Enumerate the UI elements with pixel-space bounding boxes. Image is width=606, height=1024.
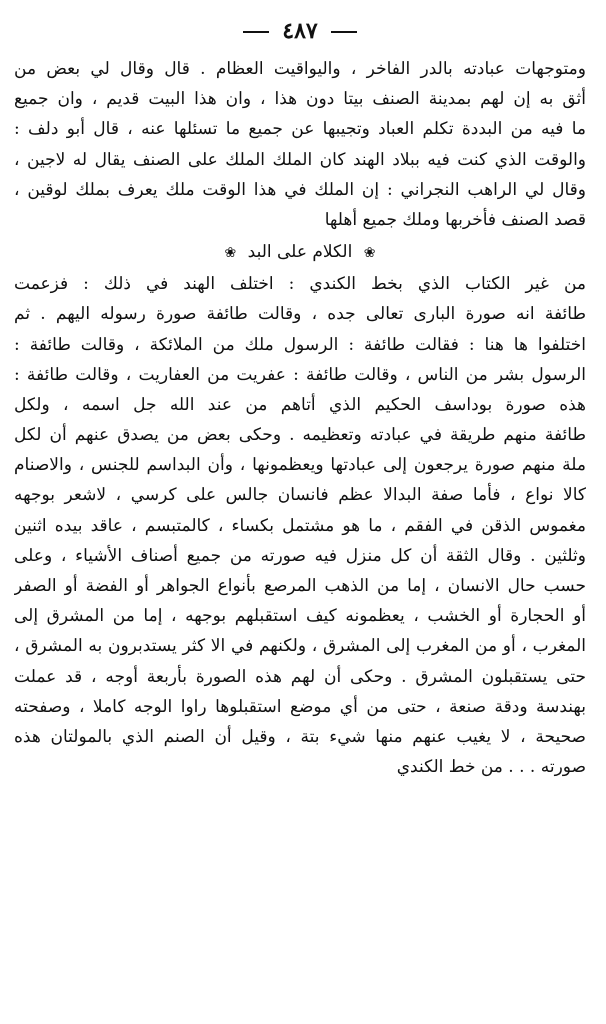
text-line: مغموس الذقن في الفقم ، ما هو مشتمل بكساء ، كالمتبسم ، عاقد بيده اثنين <box>14 515 586 536</box>
text-line: صورته . . . من خط الكندي <box>396 757 586 778</box>
text-line: طائفة انه صورة البارى تعالى جده ، وقالت طائفة صورة رسوله اليهم . ثم <box>14 304 586 325</box>
text-line: حسب حال الانسان ، إما من الذهب المرصع بأنواع الجواهر أو الفضة أو الصفر <box>14 576 586 596</box>
text-line: وثلثين . وقال الثقة أن كل منزل فيه صورته من جميع أصناف الأشياء ، وعلى <box>14 545 586 566</box>
paragraph-1 <box>14 54 586 235</box>
text-line: حتى يستقبلون المشرق . وحكى أن لهم هذه الصورة بأربعة أوجه ، قد عملت <box>14 666 586 687</box>
text-line: صحيحة ، لا يغيب عنهم منها شيء بتة ، وقيل أن الصنم الذي بالمولتان هذه <box>14 726 586 747</box>
text-line: بهندسة ودقة صنعة ، حتى من أي موضع استقبلوها راوا الوجه كاملا ، وصفحته <box>14 696 586 717</box>
text-line: قصد الصنف فأخربها وملك جميع أهلها <box>324 209 586 230</box>
paragraph-2 <box>14 269 586 782</box>
page-number-dash-right <box>331 31 357 33</box>
text-line: وقال لي الراهب النجراني : إن الملك في هذا الوقت ملك يعرف بملك لوقين ، <box>14 179 586 200</box>
text-line: أو الحجارة أو الخشب ، يعظمونه كيف استقبلهم بوجهه ، إما من المشرق إلى <box>14 606 586 627</box>
text-line: المغرب ، أو من المغرب إلى المشرق ، ولكنهم في الا كثر يستدبرون به المشرق ، <box>14 636 586 657</box>
section-heading <box>14 235 586 269</box>
page-number <box>14 14 586 48</box>
ornament-icon: ❀ <box>224 245 237 262</box>
text-line: ومتوجهات عبادته بالدر الفاخر ، واليواقيت العظام . قال وقال لي بعض من <box>14 59 586 79</box>
text-line: اختلفوا ها هنا : فقالت طائفة : الرسول ملك من الملائكة ، وقالت طائفة : <box>14 334 586 355</box>
text-line: أثق به إن لهم بمدينة الصنف بيتا دون هذا ، وان هذا البيت قديم ، وان جميع <box>14 89 586 110</box>
text-line: طائفة منهم طريقة في عبادته وتعظيمه . وحكى بعض من يصدق عنهم أن لكل <box>14 425 586 446</box>
text-line: هذه صورة بوداسف الحكيم الذي أتاهم من عند الله جل اسمه ، ولكل <box>14 394 586 415</box>
text-line: ما فيه من البددة تكلم العباد وتجيبها عن جميع ما تسئلها عنه ، قال أبو دلف : <box>14 119 586 140</box>
text-line: الرسول بشر من الناس ، وقالت طائفة : عفريت من العفاريت ، وقالت طائفة : <box>14 364 586 385</box>
page-number-text: ٤٨٧ <box>282 18 318 44</box>
text-line: والوقت الذي كنت فيه ببلاد الهند كان الملك الملك على الصنف يقال له لاجين ، <box>14 149 586 170</box>
page-number-dash-left <box>243 31 269 33</box>
text-line: من غير الكتاب الذي بخط الكندي : اختلف الهند في ذلك : فزعمت <box>14 274 586 295</box>
text-line: ملة منهم صورة يرجعون إلى عبادتها ويعظمونها ، وأن البداسم للجنس ، والاصنام <box>14 455 586 476</box>
ornament-icon: ❀ <box>363 245 376 262</box>
text-line: كالا نواع ، فأما صفة البدالا عظم فانسان جالس على كرسي ، لاشعر بوجهه <box>14 485 586 506</box>
section-heading-text: الكلام على البد <box>247 242 353 263</box>
